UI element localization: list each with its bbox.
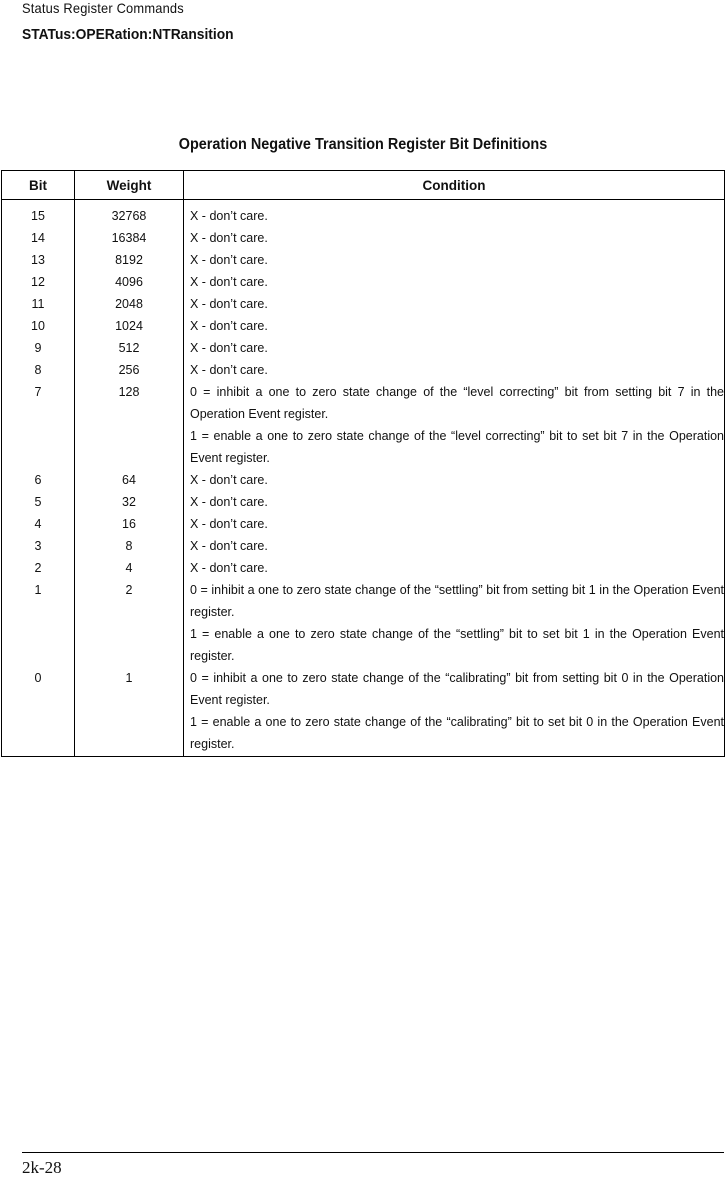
bit-cell: 10 bbox=[2, 315, 75, 337]
condition-cell bbox=[184, 535, 725, 557]
table-row bbox=[2, 315, 725, 337]
bit-cell: 12 bbox=[2, 271, 75, 293]
weight-cell: 128 bbox=[75, 381, 184, 469]
table-row bbox=[2, 513, 725, 535]
weight-cell: 1024 bbox=[75, 315, 184, 337]
condition-text: X - don’t care. bbox=[190, 253, 268, 267]
weight-cell: 512 bbox=[75, 337, 184, 359]
bit-cell: 8 bbox=[2, 359, 75, 381]
condition-cell bbox=[184, 337, 725, 359]
condition-cell bbox=[184, 557, 725, 579]
condition-text: 0 = inhibit a one to zero state change of the “level correcting” bit from setting bit 7 in the Operation Event register. bbox=[190, 385, 724, 421]
weight-cell: 16 bbox=[75, 513, 184, 535]
table-row bbox=[2, 293, 725, 315]
condition-text: X - don’t care. bbox=[190, 275, 268, 289]
command-title: STATus:OPERation:NTRansition bbox=[22, 26, 234, 43]
weight-cell: 64 bbox=[75, 469, 184, 491]
table-header-row bbox=[2, 171, 725, 200]
bit-cell: 15 bbox=[2, 200, 75, 228]
condition-text: X - don’t care. bbox=[190, 539, 268, 553]
bit-cell: 6 bbox=[2, 469, 75, 491]
condition-text: X - don’t care. bbox=[190, 473, 268, 487]
condition-text: X - don’t care. bbox=[190, 341, 268, 355]
condition-cell bbox=[184, 200, 725, 228]
weight-cell: 256 bbox=[75, 359, 184, 381]
condition-cell bbox=[184, 381, 725, 469]
weight-cell: 1 bbox=[75, 667, 184, 757]
condition-cell bbox=[184, 271, 725, 293]
bit-cell: 1 bbox=[2, 579, 75, 667]
weight-cell: 8192 bbox=[75, 249, 184, 271]
table-row bbox=[2, 227, 725, 249]
bit-cell: 4 bbox=[2, 513, 75, 535]
bit-cell: 7 bbox=[2, 381, 75, 469]
condition-cell bbox=[184, 249, 725, 271]
bit-cell: 3 bbox=[2, 535, 75, 557]
condition-cell bbox=[184, 469, 725, 491]
weight-cell: 2048 bbox=[75, 293, 184, 315]
bit-cell: 5 bbox=[2, 491, 75, 513]
table-row bbox=[2, 337, 725, 359]
condition-text: 0 = inhibit a one to zero state change of the “calibrating” bit from setting bit 0 in the Operation Event register. bbox=[190, 671, 724, 707]
bit-cell: 14 bbox=[2, 227, 75, 249]
column-header-weight: Weight bbox=[75, 171, 184, 200]
footer-divider bbox=[22, 1152, 724, 1153]
condition-text: 0 = inhibit a one to zero state change of the “settling” bit from setting bit 1 in the Operation Event register. bbox=[190, 583, 724, 619]
condition-text: 1 = enable a one to zero state change of the “settling” bit to set bit 1 in the Operation Event register. bbox=[190, 627, 724, 663]
bit-cell: 9 bbox=[2, 337, 75, 359]
table-title: Operation Negative Transition Register Bit Definitions bbox=[178, 136, 548, 153]
condition-cell bbox=[184, 513, 725, 535]
bit-cell: 11 bbox=[2, 293, 75, 315]
condition-cell bbox=[184, 579, 725, 667]
column-header-condition: Condition bbox=[184, 171, 725, 200]
table-body bbox=[2, 200, 725, 757]
table-row bbox=[2, 200, 725, 228]
condition-text: X - don’t care. bbox=[190, 495, 268, 509]
section-header: Status Register Commands bbox=[22, 0, 184, 16]
weight-cell: 2 bbox=[75, 579, 184, 667]
table-row bbox=[2, 557, 725, 579]
bit-cell: 0 bbox=[2, 667, 75, 757]
column-header-bit: Bit bbox=[2, 171, 75, 200]
weight-cell: 32768 bbox=[75, 200, 184, 228]
condition-text: X - don’t care. bbox=[190, 319, 268, 333]
table-row bbox=[2, 469, 725, 491]
bit-definitions-table bbox=[1, 170, 725, 757]
condition-cell bbox=[184, 315, 725, 337]
condition-text: X - don’t care. bbox=[190, 517, 268, 531]
table-row bbox=[2, 491, 725, 513]
table-row bbox=[2, 579, 725, 667]
condition-cell bbox=[184, 293, 725, 315]
condition-text: X - don’t care. bbox=[190, 231, 268, 245]
table-row bbox=[2, 249, 725, 271]
condition-cell bbox=[184, 359, 725, 381]
table-row bbox=[2, 667, 725, 757]
condition-text: X - don’t care. bbox=[190, 561, 268, 575]
condition-text: X - don’t care. bbox=[190, 209, 268, 223]
page-number: 2k-28 bbox=[22, 1158, 62, 1177]
weight-cell: 4 bbox=[75, 557, 184, 579]
condition-cell bbox=[184, 227, 725, 249]
condition-cell bbox=[184, 667, 725, 757]
condition-text: 1 = enable a one to zero state change of the “level correcting” bit to set bit 7 in the Operation Event register. bbox=[190, 429, 724, 465]
table-row bbox=[2, 381, 725, 469]
condition-cell bbox=[184, 491, 725, 513]
bit-cell: 13 bbox=[2, 249, 75, 271]
condition-text: X - don’t care. bbox=[190, 363, 268, 377]
weight-cell: 16384 bbox=[75, 227, 184, 249]
bit-cell: 2 bbox=[2, 557, 75, 579]
table-row bbox=[2, 535, 725, 557]
weight-cell: 4096 bbox=[75, 271, 184, 293]
table-row bbox=[2, 271, 725, 293]
table-row bbox=[2, 359, 725, 381]
condition-text: 1 = enable a one to zero state change of the “calibrating” bit to set bit 0 in the Operation Event register. bbox=[190, 715, 724, 751]
weight-cell: 8 bbox=[75, 535, 184, 557]
weight-cell: 32 bbox=[75, 491, 184, 513]
condition-text: X - don’t care. bbox=[190, 297, 268, 311]
